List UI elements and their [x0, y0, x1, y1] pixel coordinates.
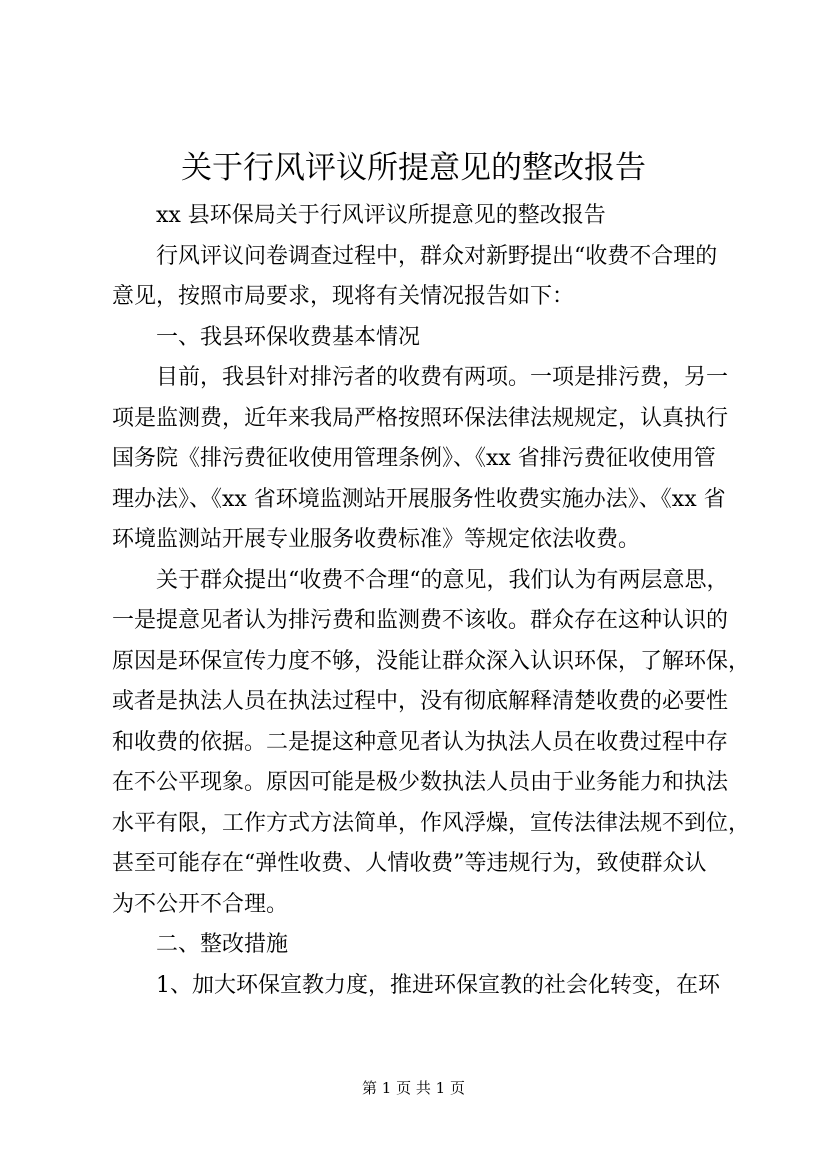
paragraph-line: 一、我县环保收费基本情况 — [156, 324, 421, 350]
paragraph — [112, 196, 722, 237]
paragraph-line: 理办法》、《xx 省环境监测站开展服务性收费实施办法》、《xx 省 — [112, 486, 726, 512]
paragraph — [112, 237, 722, 318]
paragraph — [112, 561, 751, 926]
paragraph-line: 二、整改措施 — [156, 932, 289, 957]
paragraph-line: xx 县环保局关于行风评议所提意见的整改报告 — [156, 203, 606, 228]
paragraph-line: 一是提意见者认为排污费和监测费不该收。群众存在这种认识的 — [112, 608, 729, 633]
paragraph-line: 甚至可能存在“弹性收费、人情收费”等违规行为，致使群众认 — [112, 851, 707, 876]
page-number-footer: 第 1 页 共 1 页 — [362, 1079, 465, 1097]
paragraph — [112, 966, 722, 1007]
paragraph-line: 在不公平现象。原因可能是极少数执法人员由于业务能力和执法 — [112, 770, 729, 795]
paragraph-line: 或者是执法人员在执法过程中，没有彻底解释清楚收费的必要性 — [112, 689, 729, 714]
section-heading — [112, 925, 722, 966]
document-body — [112, 196, 751, 1006]
section-heading — [112, 318, 722, 359]
paragraph-line: 国务院《排污费征收使用管理条例》、《xx 省排污费征收使用管 — [112, 446, 716, 471]
document-title: 关于行风评议所提意见的整改报告 — [181, 150, 646, 186]
paragraph — [112, 358, 729, 561]
paragraph-line: 意见，按照市局要求，现将有关情况报告如下： — [112, 284, 575, 309]
paragraph-line: 环境监测站开展专业服务收费标准》等规定依法收费。 — [112, 527, 641, 552]
paragraph-line: 目前，我县针对排污者的收费有两项。一项是排污费，另一 — [156, 365, 729, 390]
paragraph-line: 行风评议问卷调查过程中，群众对新野提出“收费不合理的 — [156, 243, 718, 269]
paragraph-line: 水平有限，工作方式方法简单，作风浮燥，宣传法律法规不到位， — [112, 810, 751, 836]
paragraph-line: 1、加大环保宣教力度，推进环保宣教的社会化转变，在环 — [156, 972, 720, 998]
paragraph-line: 项是监测费，近年来我局严格按照环保法律法规规定，认真执行 — [112, 405, 729, 431]
paragraph-line: 原因是环保宣传力度不够，没能让群众深入认识环保，了解环保， — [112, 648, 751, 674]
paragraph-line: 和收费的依据。二是提这种意见者认为执法人员在收费过程中存 — [112, 729, 729, 755]
paragraph-line: 关于群众提出“收费不合理“的意见，我们认为有两层意思， — [156, 567, 729, 593]
paragraph-line: 为不公开不合理。 — [112, 891, 289, 917]
